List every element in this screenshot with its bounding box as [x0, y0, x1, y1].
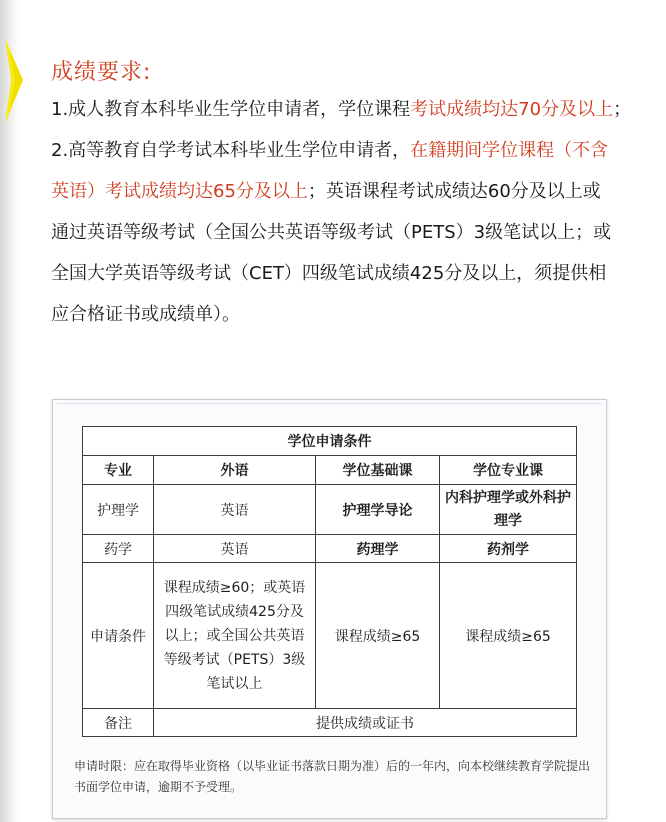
yellow-arrow-icon	[3, 30, 37, 130]
header-basic-course: 学位基础课	[316, 456, 440, 485]
table-row-conditions	[83, 563, 577, 709]
section-heading: 成绩要求:	[51, 60, 152, 85]
table-title: 学位申请条件	[83, 427, 577, 456]
para2-highlight: 在籍期间学位课程（不含英语）考试成绩均达65分及以上	[51, 140, 609, 202]
cell-major: 护理学	[83, 485, 154, 535]
cell-major: 药学	[83, 535, 154, 563]
degree-conditions-table	[82, 426, 577, 737]
card-top-line	[57, 403, 602, 404]
para1-highlight: 考试成绩均达70分及以上	[410, 99, 614, 120]
cell-major-course: 药剂学	[440, 535, 577, 563]
cell-condition-major: 课程成绩≥65	[440, 563, 577, 709]
cell-language: 英语	[154, 485, 316, 535]
cell-basic-course: 药理学	[316, 535, 440, 563]
cell-basic-course: 护理学导论	[316, 485, 440, 535]
cell-condition-basic: 课程成绩≥65	[316, 563, 440, 709]
header-major: 专业	[83, 456, 154, 485]
requirement-paragraph-2	[51, 130, 616, 335]
cell-language: 英语	[154, 535, 316, 563]
header-major-course: 学位专业课	[440, 456, 577, 485]
cell-condition-label: 申请条件	[83, 563, 154, 709]
table-row	[83, 485, 577, 535]
header-language: 外语	[154, 456, 316, 485]
para1-end: ；	[613, 99, 632, 120]
para2-text-start: 2.高等教育自学考试本科毕业生学位申请者，	[51, 140, 411, 161]
cell-remark-label: 备注	[83, 709, 154, 737]
para2-text-rest: ；英语课程考试成绩达60分及以上或通过英语等级考试（全国公共英语等级考试（PETS）3级笔试以上；或全国大学英语等级考试（CET）四级笔试成绩425分及以上，须提供相应合格证书或成绩单）。	[51, 181, 612, 325]
application-deadline-note: 申请时限：应在取得毕业资格（以毕业证书落款日期为准）后的一年内，向本校继续教育学院提出书面学位申请，逾期不予受理。	[74, 759, 591, 794]
cell-remark-value: 提供成绩或证书	[154, 709, 577, 737]
para1-text: 1.成人教育本科毕业生学位申请者，学位课程	[51, 99, 411, 120]
cell-condition-language: 课程成绩≥60；或英语四级笔试成绩425分及以上；或全国公共英语等级考试（PETS）3级笔试以上	[154, 563, 316, 709]
degree-conditions-card	[52, 399, 607, 819]
cell-major-course: 内科护理学或外科护理学	[440, 485, 577, 535]
table-row	[83, 535, 577, 563]
requirement-paragraph-1	[51, 89, 666, 130]
table-row-remark	[83, 709, 577, 737]
